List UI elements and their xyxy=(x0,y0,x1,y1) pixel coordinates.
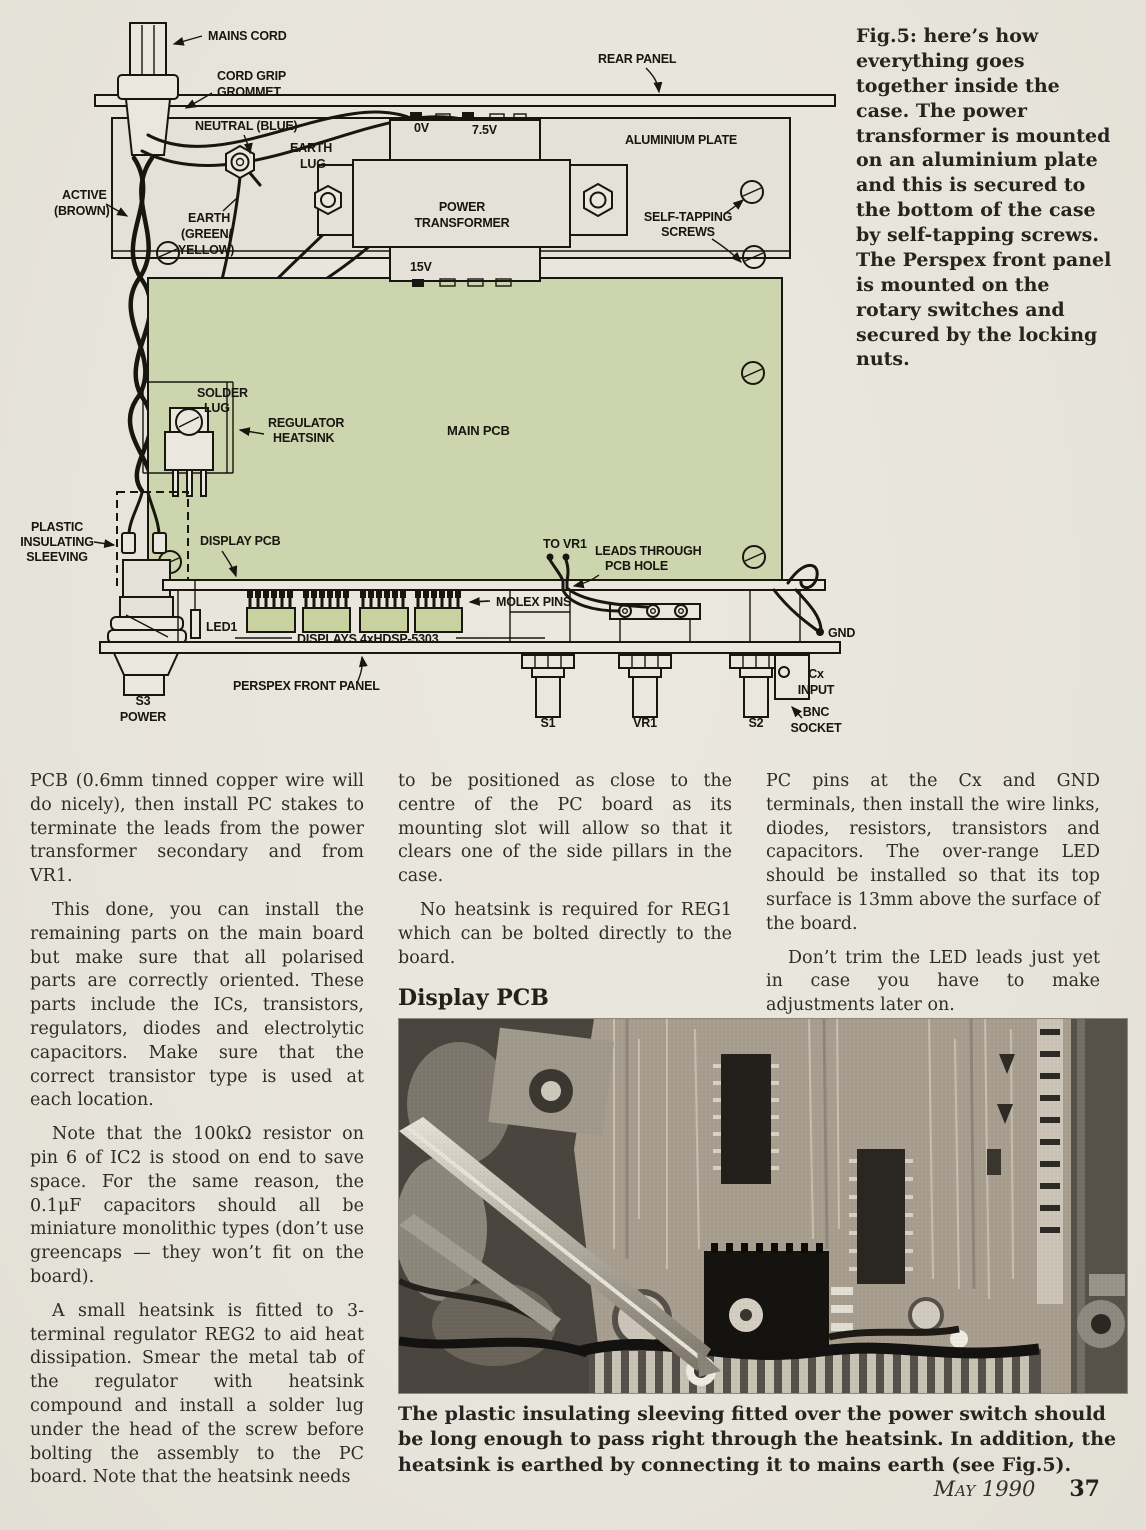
label-led1: LED1 xyxy=(206,620,238,634)
paragraph: Don’t trim the LED leads just yet in case you have to make adjustments later on. xyxy=(766,947,1100,1016)
label-earth-wire-3: YELLOW) xyxy=(178,243,235,257)
label-active-1: ACTIVE xyxy=(62,188,107,202)
photo-caption: The plastic insulating sleeving fitted over the power switch should be long enough to pass right through the heatsink. In addition, the heatsink is earthed by connecting it to mains earth (see Fig.5). xyxy=(398,1403,1117,1476)
label-power-transformer-2: TRANSFORMER xyxy=(414,216,510,230)
label-0v: 0V xyxy=(414,121,429,135)
paragraph: A small heatsink is fitted to 3-terminal regulator REG2 to aid heat dissipation. Smear the metal tab of the regulator with heatsink compound and install a solder lug under the head of the screw before bolting the assembly to the PC board. Note that the heatsink needs xyxy=(30,1300,364,1488)
paragraph: PCB (0.6mm tinned copper wire will do nicely), then install PC stakes to terminate the leads from the power transformer secondary and from VR1. xyxy=(30,771,364,887)
label-regulator-heatsink-2: HEATSINK xyxy=(273,431,335,445)
display-modules-shape xyxy=(247,608,462,632)
label-molex-pins: MOLEX PINS xyxy=(496,595,572,609)
label-aluminium-plate: ALUMINIUM PLATE xyxy=(625,133,738,147)
pcb-photo xyxy=(398,1018,1128,1394)
label-plastic-3: SLEEVING xyxy=(26,550,88,564)
body-column-1 xyxy=(30,770,364,1500)
body-column-3 xyxy=(766,770,1100,1028)
fig5-diagram xyxy=(10,15,855,760)
label-main-pcb: MAIN PCB xyxy=(447,423,510,438)
label-earth-lug-1: EARTH xyxy=(290,141,333,155)
label-earth-lug-2: LUG xyxy=(300,157,326,171)
label-leads-2: PCB HOLE xyxy=(605,559,668,573)
label-15v: 15V xyxy=(410,260,432,274)
label-cord-grip-2: GROMMET xyxy=(217,85,281,99)
paragraph: to be positioned as close to the centre of the PC board as its mounting slot will allow so that it clears one of the side pillars in the case. xyxy=(398,771,732,887)
page-number: 37 xyxy=(1069,1476,1100,1502)
label-bnc-1: BNC xyxy=(802,705,830,719)
label-mains-cord: MAINS CORD xyxy=(208,29,287,43)
label-cx-1: Cx xyxy=(808,667,824,681)
label-s3-1: S3 xyxy=(135,694,151,708)
label-s3-2: POWER xyxy=(119,710,167,724)
label-cord-grip-1: CORD GRIP xyxy=(217,69,287,83)
label-s2: S2 xyxy=(748,716,764,730)
label-to-vr1: TO VR1 xyxy=(543,537,587,551)
molex-pins-shape xyxy=(247,590,461,607)
label-vr1: VR1 xyxy=(633,716,657,730)
section-heading: Display PCB xyxy=(398,985,549,1012)
label-bnc-2: SOCKET xyxy=(790,721,842,735)
label-solder-lug-1: SOLDER xyxy=(197,386,248,400)
paragraph: This done, you can install the remaining parts on the main board but make sure that all polarised parts are correctly oriented. These parts include the ICs, transistors, regulators, diodes and electrolytic capacitors. Make sure that the correct transistor type is used at each location. xyxy=(30,899,364,1111)
label-plastic-1: PLASTIC xyxy=(30,520,84,534)
label-self-tapping-2: SCREWS xyxy=(661,225,715,239)
label-cx-2: INPUT xyxy=(797,683,835,697)
label-gnd: GND xyxy=(828,626,855,640)
label-plastic-2: INSULATING xyxy=(20,535,94,549)
label-7v5: 7.5V xyxy=(472,123,497,137)
label-active-2: (BROWN) xyxy=(54,204,110,218)
fig5-caption: Fig.5: here’s how everything goes together inside the case. The power transformer is mounted on an aluminium plate and this is secured to the bottom of the case by self-tapping screws. The Perspex front panel is mounted on the rotary switches and secured by the locking nuts. xyxy=(856,25,1112,371)
pot-shafts-shape xyxy=(522,655,782,717)
paragraph: No heatsink is required for REG1 which can be bolted directly to the board. xyxy=(398,899,732,968)
label-neutral: NEUTRAL (BLUE) xyxy=(195,119,298,133)
label-perspex: PERSPEX FRONT PANEL xyxy=(233,679,380,693)
issue-date: May 1990 xyxy=(933,1477,1036,1501)
label-display-pcb: DISPLAY PCB xyxy=(200,534,281,548)
label-earth-wire-2: (GREEN/ xyxy=(181,227,232,241)
paragraph: Note that the 100kΩ resistor on pin 6 of IC2 is stood on end to save space. For the same reason, the 0.1μF capacitors should all be miniature monolithic types (don’t use greencaps — they won’t fit on the board). xyxy=(30,1124,364,1287)
label-self-tapping-1: SELF-TAPPING xyxy=(643,210,733,224)
paragraph: PC pins at the Cx and GND terminals, then install the wire links, diodes, resistors, transistors and capacitors. The over-range LED should be installed so that its top surface is 13mm above the surface of the board. xyxy=(766,771,1100,934)
label-s1: S1 xyxy=(540,716,556,730)
label-solder-lug-2: LUG xyxy=(204,401,230,415)
label-power-transformer-1: POWER xyxy=(438,200,486,214)
label-earth-wire-1: EARTH xyxy=(188,211,231,225)
label-leads-1: LEADS THROUGH xyxy=(595,544,702,558)
label-rear-panel: REAR PANEL xyxy=(598,52,677,66)
page-footer xyxy=(934,1476,1100,1502)
label-displays: DISPLAYS 4xHDSP-5303 xyxy=(297,632,439,646)
label-regulator-heatsink-1: REGULATOR xyxy=(268,416,345,430)
body-column-2 xyxy=(398,770,732,1056)
front-panel-shape xyxy=(100,642,840,653)
